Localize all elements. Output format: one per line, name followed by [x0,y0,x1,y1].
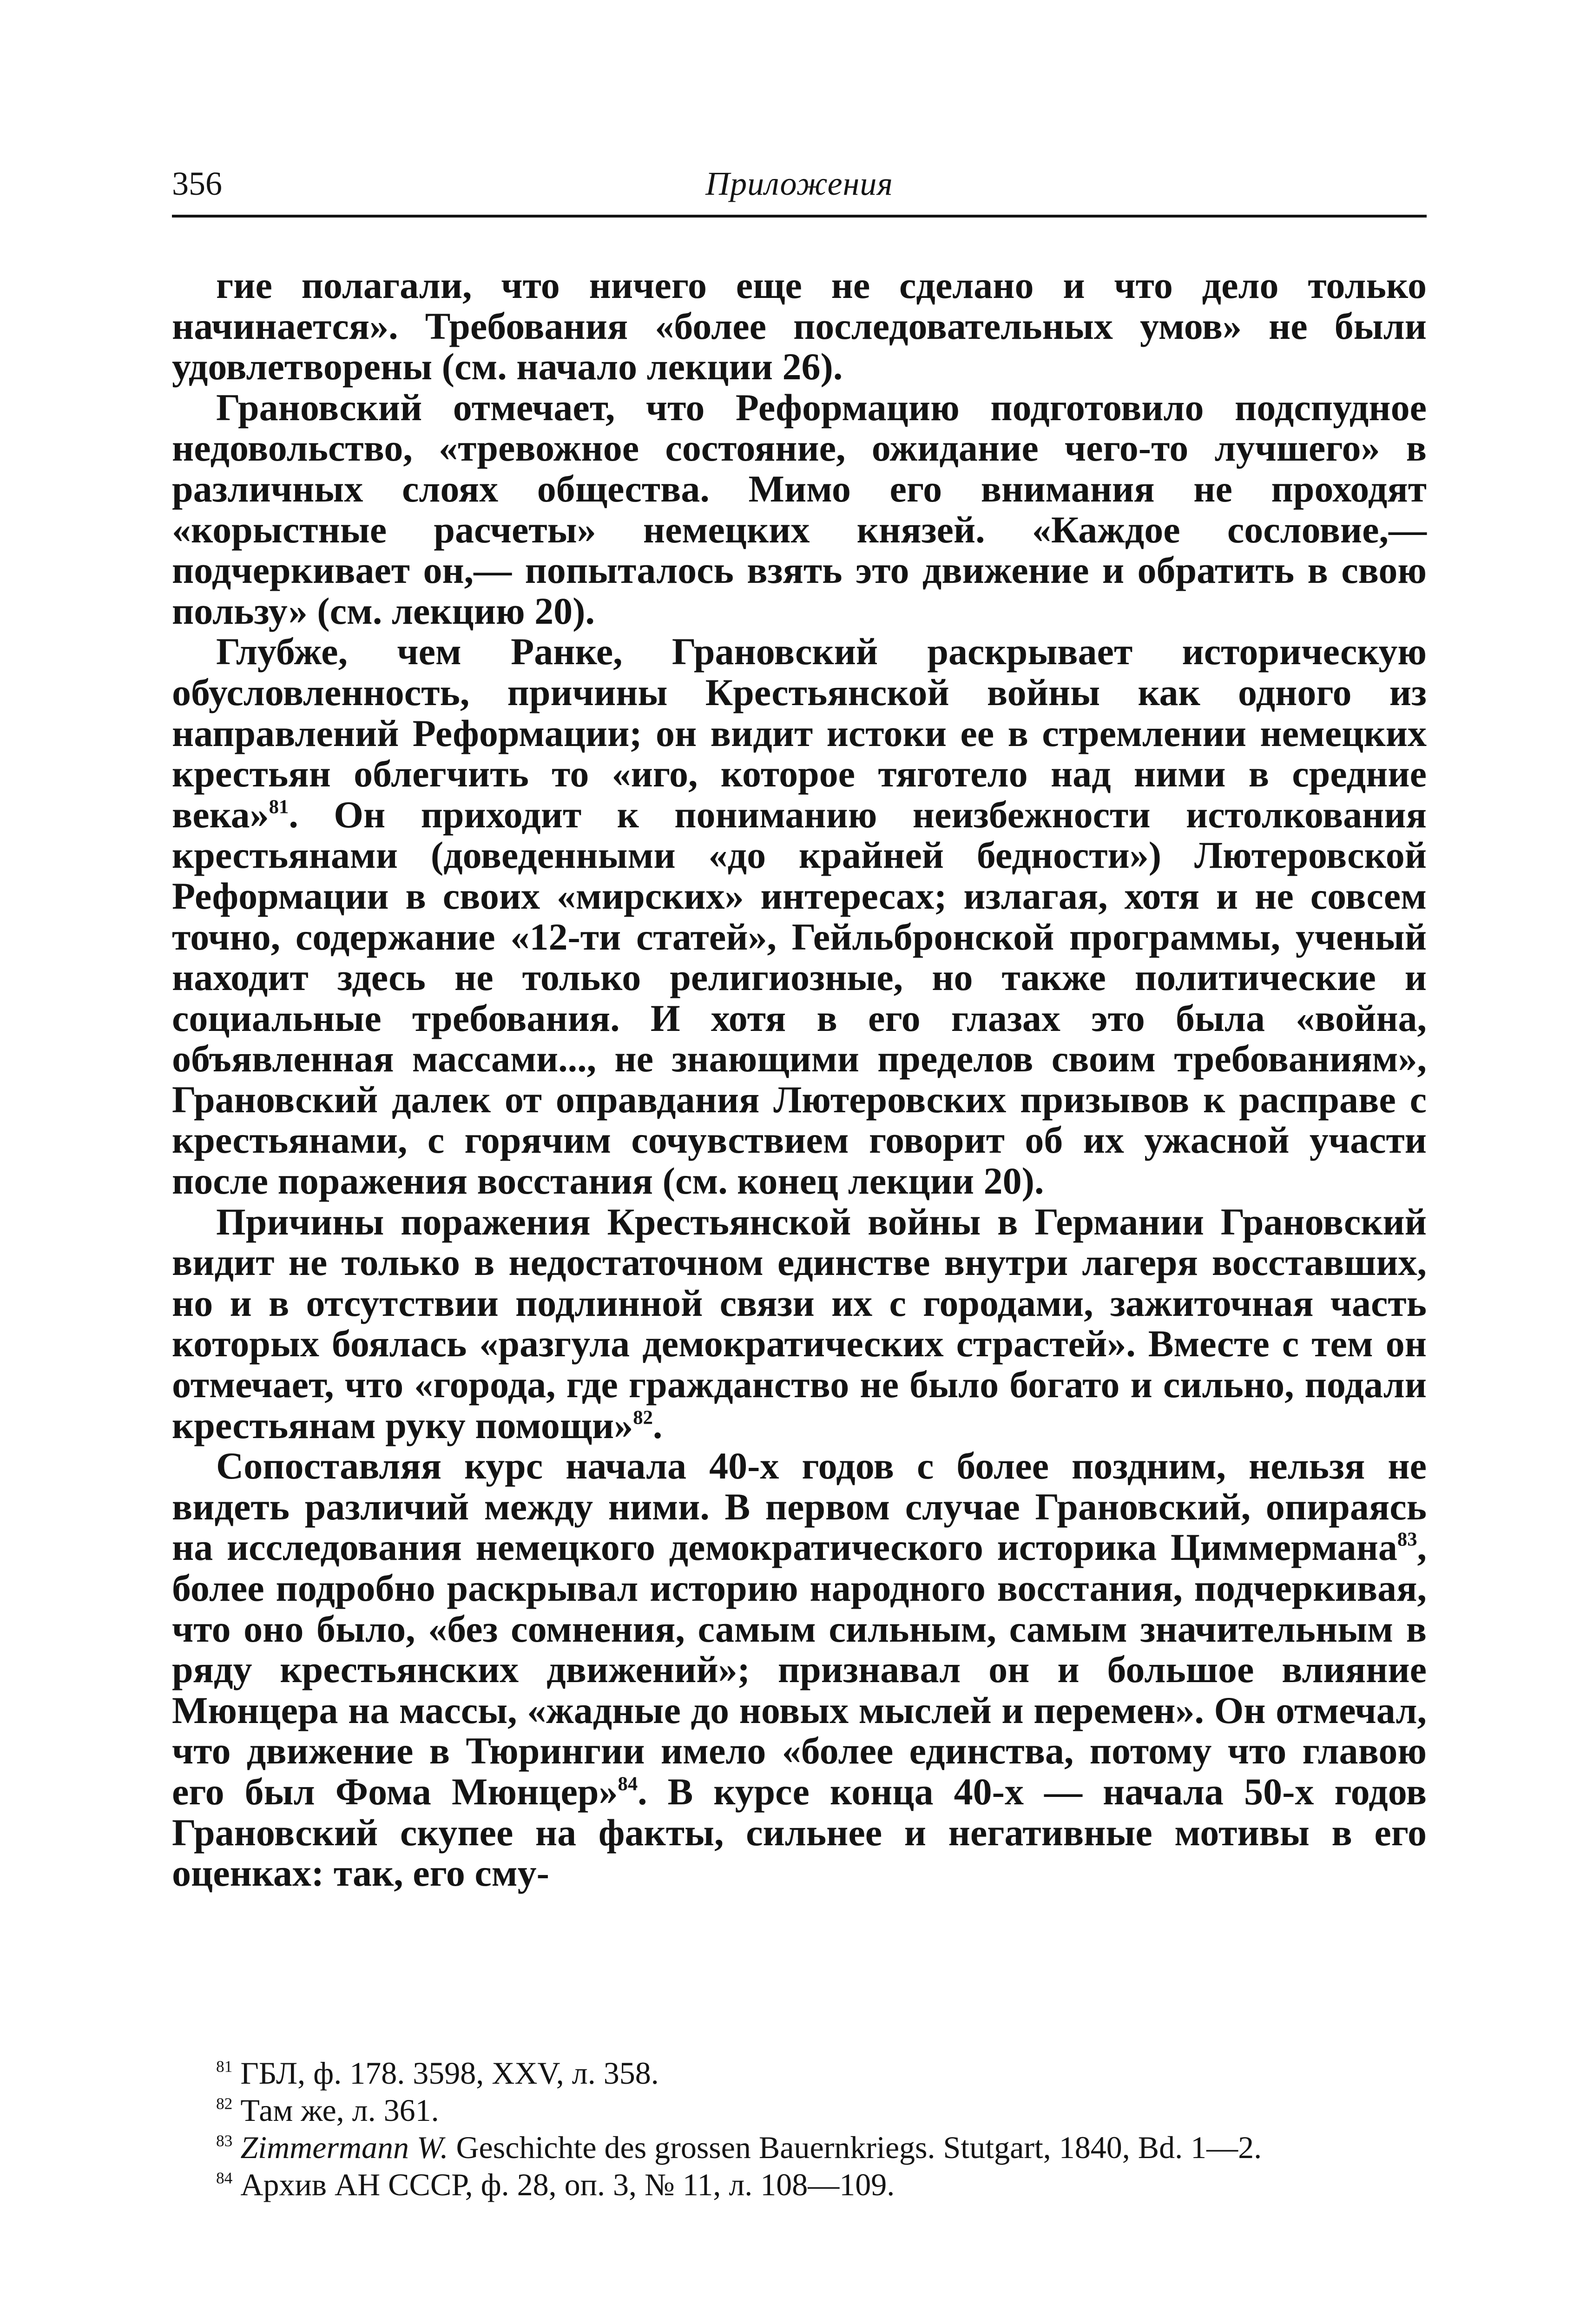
footnote-number: 84 [216,2168,233,2187]
footnote-number: 81 [216,2057,233,2076]
paragraph [172,265,1427,387]
text-run: , более подробно раскрывал историю народного восстания, подчеркивая, что оно было, «без сомнения, самым сильным, самым значительным в ряду крестьянских движений»; признавал он и большое влияние Мюнцера на массы, «жадные до новых мыслей и перемен». Он отмечал, что движение в Тюрингии имело «более единства, потому что главою его был Фома Мюнцер» [172,1526,1427,1813]
paragraph [172,631,1427,1201]
text-run: Там же, л. 361. [240,2093,439,2128]
text-run: . [652,1404,663,1446]
running-head [172,158,1427,209]
footnote [172,2166,1427,2203]
text-run: . В курсе конца 40-х — начала 50-х годов Грановский скупее на факты, сильнее и негативные мотивы в его оценках: так, его сму- [172,1770,1427,1895]
text-run: Архив АН СССР, ф. 28, оп. 3, № 11, л. 108—109. [240,2167,895,2202]
footnote-number: 83 [216,2131,233,2150]
footnote-ref: 83 [1397,1528,1417,1551]
text-run: ГБЛ, ф. 178. 3598, XXV, л. 358. [240,2055,659,2091]
text-run: Причины поражения Крестьянской войны в Германии Грановский видит не только в недостаточном единстве внутри лагеря восставших, но и в отсутствии подлинной связи их с городами, зажиточная часть которых боялась «разгула демократических страстей». Вместе с тем он отмечает, что «города, где гражданство не было богато и сильно, подали крестьянам руку помощи» [172,1200,1427,1446]
paragraph [172,387,1427,632]
footnote-ref: 84 [618,1773,638,1795]
text-run: Грановский отмечает, что Реформацию подготовило подспудное недовольство, «тревожное состояние, ожидание чего-то лучшего» в различных слоях общества. Мимо его внимания не проходят «корыстные расчеты» немецких князей. «Каждое сословие,— подчеркивает он,— попыталось взять это движение и обратить в свою пользу» (см. лекцию 20). [172,386,1427,632]
header-rule [172,215,1427,218]
paragraph [172,1446,1427,1894]
page-number: 356 [172,165,222,202]
footnote-number: 82 [216,2094,233,2113]
text-run: Глубже, чем Ранке, Грановский раскрывает историческую обусловленность, причины Крестьянской войны как одного из направлений Реформации; он видит истоки ее в стремлении немецких крестьян облегчить то «иго, которое тяготело над ними в средние века» [172,630,1427,836]
footnotes [172,2054,1427,2203]
text-run: . Он приходит к пониманию неизбежности истолкования крестьянами (доведенными «до крайней бедности») Лютеровской Реформации в своих «мирских» интересах; излагая, хотя и не совсем точно, содержание «12-ти статей», Гейльбронской программы, ученый находит здесь не только религиозные, но также политические и социальные требования. И хотя в его глазах это была «война, объявленная массами..., не знающими пределов своим требованиям», Грановский далек от оправдания Лютеровских призывов к расправе с крестьянами, с горячим сочувствием говорит об их ужасной участи после поражения восстания (см. конец лекции 20). [172,793,1427,1202]
text-run: Geschichte des grossen Bauernkriegs. Stutgart, 1840, Bd. 1—2. [448,2130,1262,2165]
body-text [172,265,1427,1894]
footnote [172,2092,1427,2129]
footnote [172,2054,1427,2092]
text-run: гие полагали, что ничего еще не сделано и что дело только начинается». Требования «более последовательных умов» не были удовлетворены (см. начало лекции 26). [172,264,1427,388]
author-name: Zimmermann W. [240,2130,448,2165]
paragraph [172,1202,1427,1446]
section-title: Приложения [705,165,893,202]
text-run: Сопоставляя курс начала 40-х годов с более поздним, нельзя не видеть различий между ними. В первом случае Грановский, опираясь на исследования немецкого демократического историка Циммермана [172,1445,1427,1569]
footnote-ref: 82 [633,1406,653,1428]
footnote [172,2129,1427,2166]
footnote-ref: 81 [269,796,289,818]
